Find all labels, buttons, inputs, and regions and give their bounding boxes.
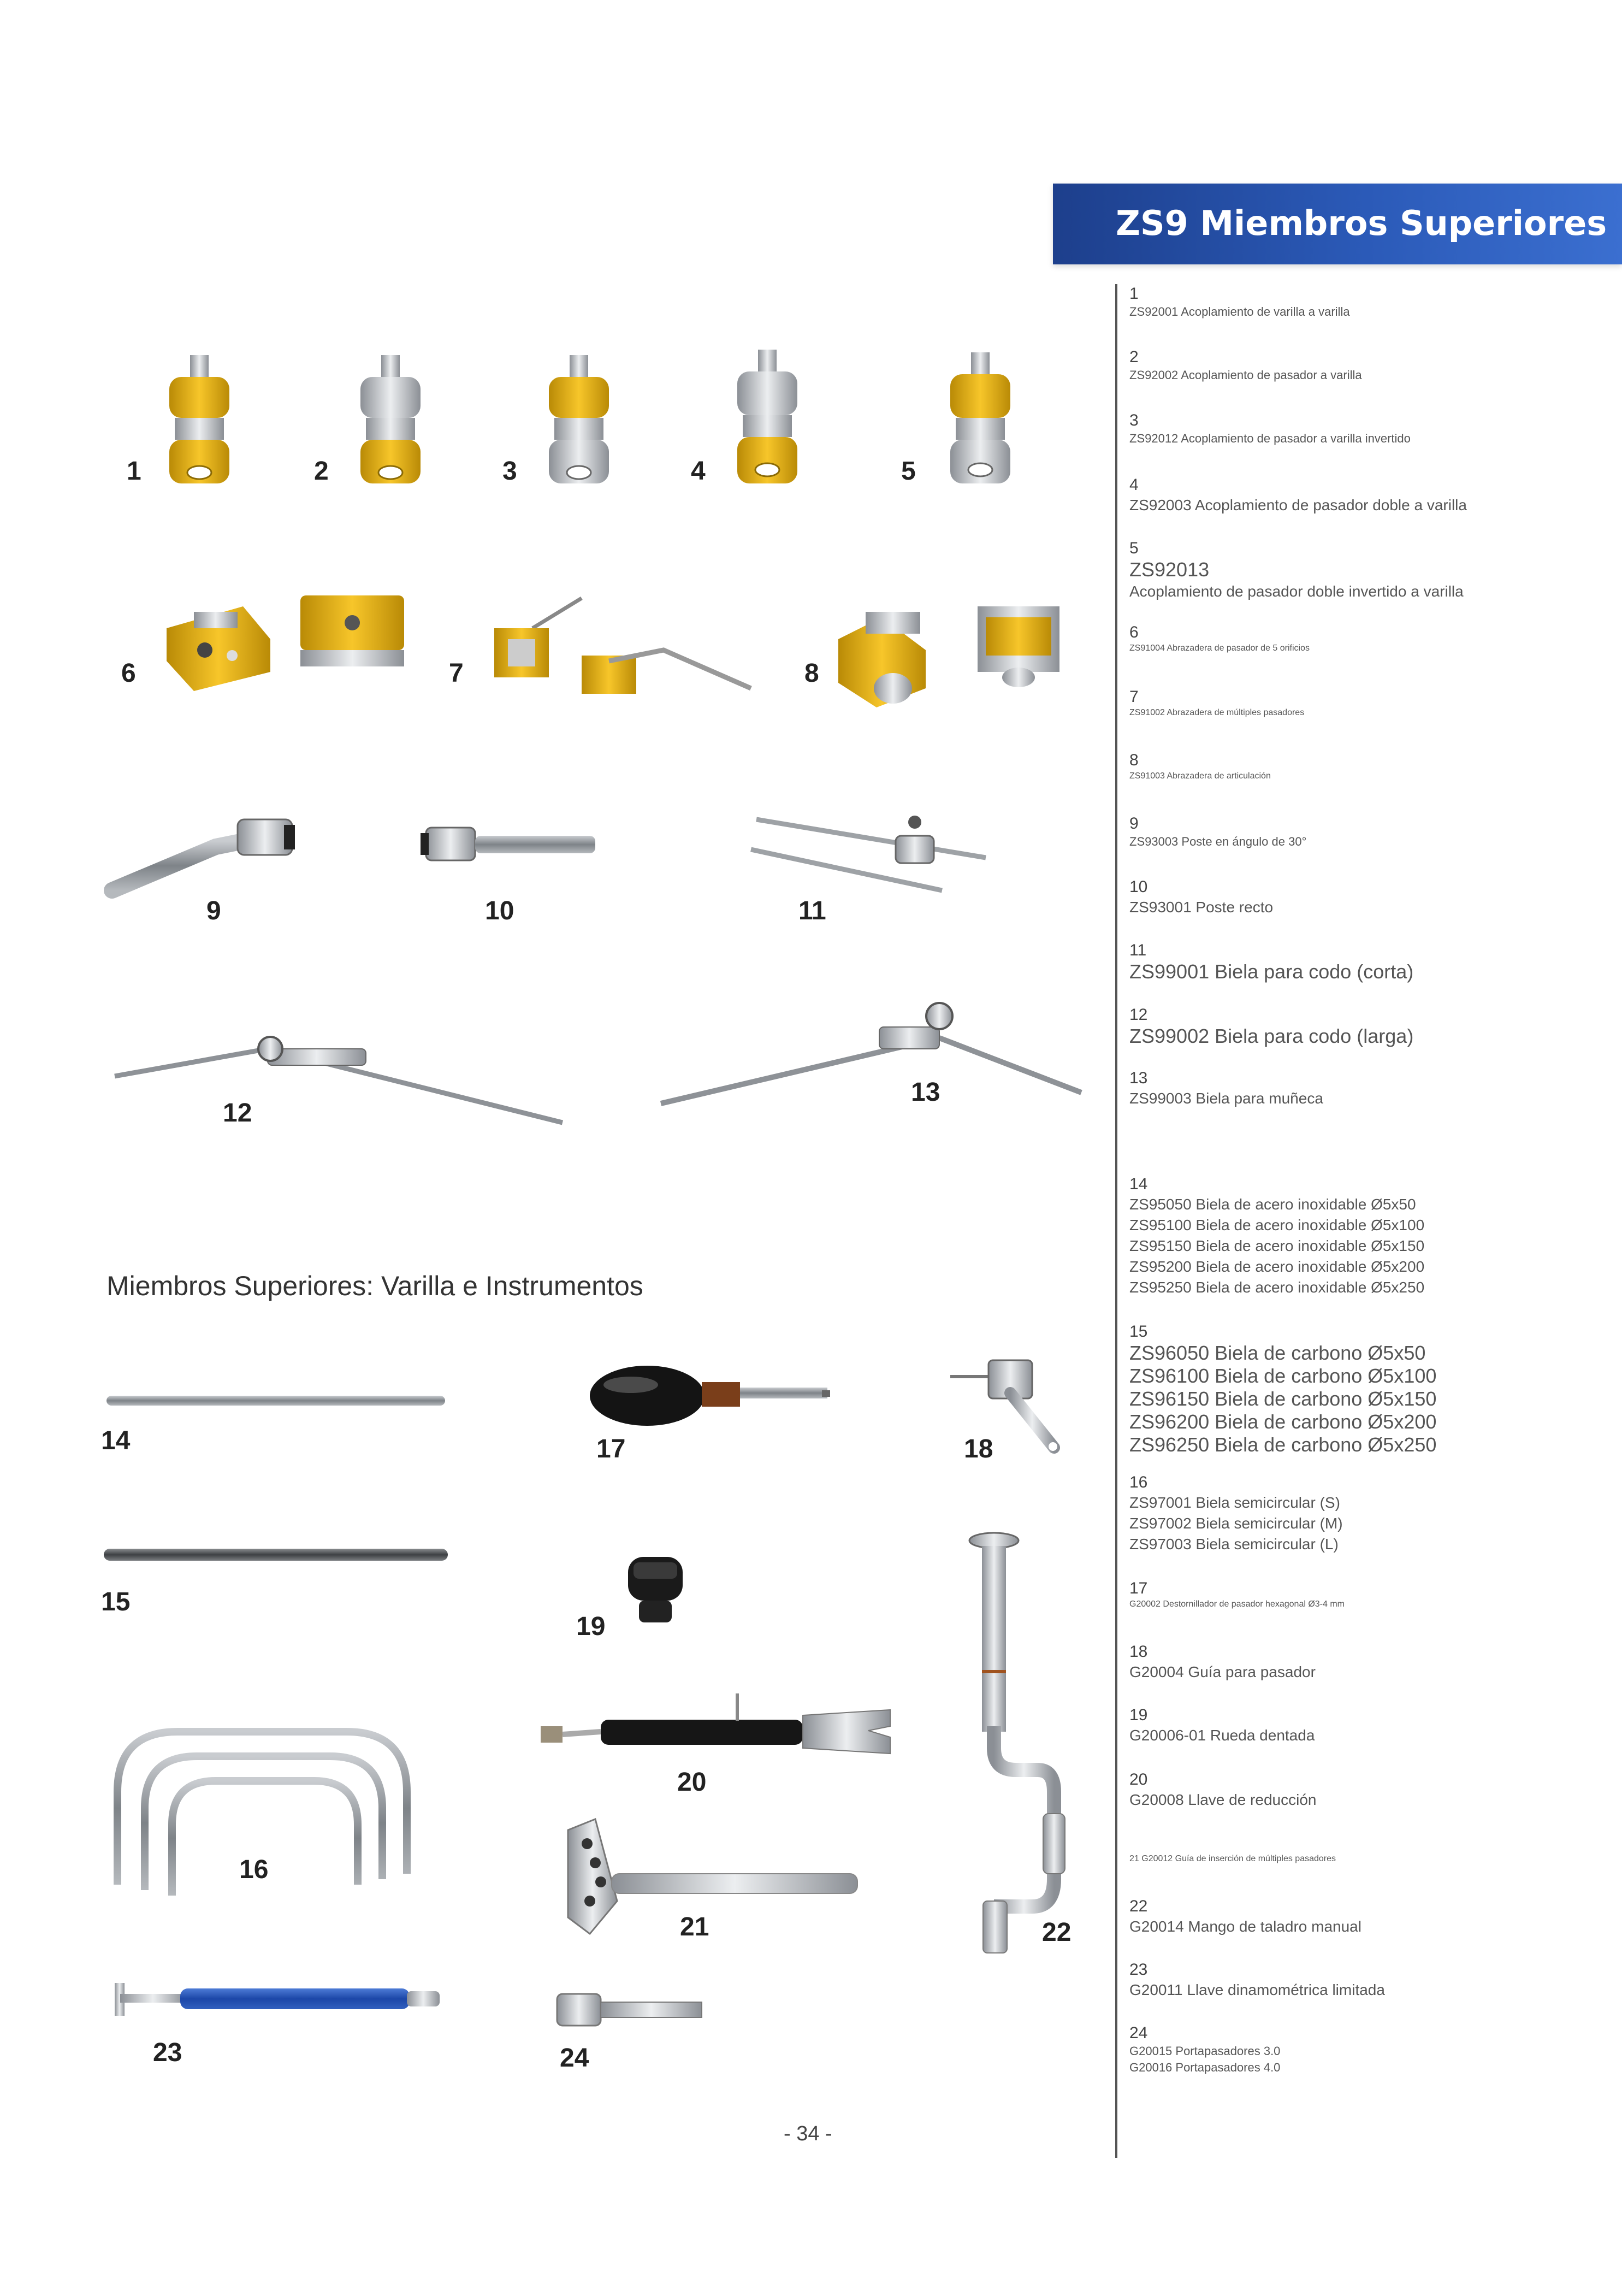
item-description: ZS96200 Biela de carbono Ø5x200 — [1129, 1410, 1437, 1433]
list-item — [1129, 1322, 1610, 1456]
item-number: 7 — [1129, 688, 1139, 706]
item-number: 22 — [1129, 1897, 1148, 1915]
item-description: ZS95150 Biela de acero inoxidable Ø5x150 — [1129, 1237, 1425, 1254]
list-item — [1129, 411, 1610, 447]
item-description: ZS95100 Biela de acero inoxidable Ø5x100 — [1129, 1217, 1425, 1233]
list-item — [1129, 751, 1610, 782]
pin-clamp-5-holes-image — [161, 590, 412, 699]
item-number: 6 — [1129, 623, 1139, 641]
figure-label: 17 — [596, 1435, 626, 1463]
page-title: ZS9 Miembros Superiores — [1116, 203, 1607, 243]
item-description: ZS95050 Biela de acero inoxidable Ø5x50 — [1129, 1196, 1416, 1213]
figure-label: 20 — [677, 1768, 707, 1797]
figure-label: 3 — [502, 457, 517, 486]
figure-label: 18 — [964, 1435, 993, 1463]
item-description: ZS96150 Biela de carbono Ø5x150 — [1129, 1388, 1437, 1410]
item-description: ZS97003 Biela semicircular (L) — [1129, 1536, 1339, 1553]
figure-label: 10 — [485, 896, 514, 925]
item-number: 15 — [1129, 1323, 1148, 1341]
list-item — [1129, 1960, 1610, 2000]
item-description: G20011 Llave dinamométrica limitada — [1129, 1981, 1385, 1998]
pin-holder-image — [554, 1988, 707, 2032]
section-title: Miembros Superiores: Varilla e Instrumentos — [106, 1271, 643, 1301]
coupling-double-pin-to-rod-image — [726, 350, 808, 497]
list-item — [1129, 1705, 1610, 1746]
figure-label: 19 — [576, 1612, 606, 1641]
hand-drill-handle-image — [961, 1530, 1070, 1956]
item-description: ZS99001 Biela para codo (corta) — [1129, 960, 1414, 983]
list-item — [1129, 1579, 1610, 1610]
item-number: 3 — [1129, 411, 1139, 429]
item-number: 19 — [1129, 1706, 1148, 1724]
straight-post-image — [421, 819, 601, 869]
item-description: G20008 Llave de reducción — [1129, 1791, 1317, 1808]
header-banner — [1053, 184, 1622, 264]
list-item — [1129, 1642, 1610, 1683]
item-description: G20015 Portapasadores 3.0 — [1129, 2044, 1281, 2058]
coupling-pin-to-rod-image — [350, 355, 431, 497]
item-description: ZS93001 Poste recto — [1129, 899, 1274, 916]
item-number: 13 — [1129, 1069, 1148, 1087]
elbow-rod-short-image — [745, 814, 991, 896]
figure-label: 9 — [206, 896, 221, 925]
item-description: ZS96100 Biela de carbono Ø5x100 — [1129, 1365, 1437, 1387]
item-number: 12 — [1129, 1006, 1148, 1024]
list-item — [1129, 284, 1610, 320]
gear-wheel-image — [623, 1551, 688, 1628]
item-number: 20 — [1129, 1770, 1148, 1789]
item-description: G20004 Guía para pasador — [1129, 1663, 1316, 1680]
item-description: ZS91004 Abrazadera de pasador de 5 orificios — [1129, 644, 1310, 653]
item-number: 14 — [1129, 1175, 1148, 1193]
list-item — [1129, 1853, 1610, 1865]
figure-label: 24 — [560, 2044, 589, 2073]
item-number: 4 — [1129, 476, 1139, 494]
item-description: G20014 Mango de taladro manual — [1129, 1918, 1361, 1935]
figure-label: 14 — [101, 1426, 131, 1455]
item-number: 18 — [1129, 1643, 1148, 1661]
multi-pin-clamp-image — [483, 595, 762, 705]
figure-label: 8 — [804, 659, 819, 688]
list-item — [1129, 1174, 1610, 1298]
item-number: 11 — [1129, 941, 1147, 959]
hex-screwdriver-image — [587, 1360, 833, 1431]
item-description: ZS91003 Abrazadera de articulación — [1129, 771, 1271, 781]
figure-label: 11 — [798, 896, 826, 925]
stainless-rod-image — [106, 1393, 448, 1409]
figure-label: 16 — [239, 1855, 269, 1884]
figure-label: 4 — [691, 457, 706, 486]
item-number: 5 — [1129, 539, 1139, 557]
figure-label: 23 — [153, 2038, 182, 2067]
item-description: ZS97001 Biela semicircular (S) — [1129, 1494, 1340, 1511]
item-description: ZS92003 Acoplamiento de pasador doble a varilla — [1129, 497, 1467, 513]
item-description: G20006-01 Rueda dentada — [1129, 1727, 1315, 1744]
wrist-rod-image — [655, 1000, 1092, 1109]
item-number: 8 — [1129, 751, 1139, 769]
list-item — [1129, 1897, 1610, 1937]
item-number: 9 — [1129, 814, 1139, 833]
coupling-double-pin-inverted-image — [939, 352, 1021, 497]
list-item — [1129, 2023, 1610, 2076]
figure-label: 6 — [121, 659, 136, 688]
figure-label: 7 — [449, 659, 464, 688]
item-description: Acoplamiento de pasador doble invertido a varilla — [1129, 583, 1464, 600]
item-number: 17 — [1129, 1579, 1148, 1597]
item-description: G20002 Destornillador de pasador hexagonal Ø3-4 mm — [1129, 1599, 1345, 1609]
item-description: ZS91002 Abrazadera de múltiples pasadores — [1129, 708, 1305, 717]
list-item — [1129, 539, 1610, 602]
pin-guide-image — [945, 1355, 1065, 1459]
item-code: ZS92013 — [1129, 558, 1210, 581]
angled-post-30-image — [106, 814, 303, 901]
elbow-rod-long-image — [109, 1032, 568, 1131]
item-number: 23 — [1129, 1961, 1148, 1979]
carbon-rod-image — [104, 1546, 451, 1565]
item-description: ZS92002 Acoplamiento de pasador a varilla — [1129, 368, 1362, 382]
item-description: 21 G20012 Guía de inserción de múltiples pasadores — [1129, 1854, 1336, 1863]
figure-label: 13 — [911, 1078, 940, 1107]
item-number: 16 — [1129, 1473, 1148, 1491]
torque-limiting-wrench-image — [109, 1980, 448, 2024]
list-item — [1129, 347, 1610, 383]
item-number: 24 — [1129, 2024, 1148, 2042]
figure-label: 5 — [901, 457, 916, 486]
figure-label: 12 — [223, 1099, 252, 1128]
list-item — [1129, 475, 1610, 516]
item-description: ZS99002 Biela para codo (larga) — [1129, 1025, 1414, 1047]
reduction-wrench-image — [541, 1688, 896, 1759]
item-description: G20016 Portapasadores 4.0 — [1129, 2061, 1281, 2074]
list-item — [1129, 1069, 1610, 1109]
list-item — [1129, 623, 1610, 654]
item-description: ZS96050 Biela de carbono Ø5x50 — [1129, 1342, 1426, 1364]
item-number: 10 — [1129, 878, 1148, 896]
list-item — [1129, 877, 1610, 918]
item-description: ZS99003 Biela para muñeca — [1129, 1090, 1323, 1107]
figure-label: 15 — [101, 1587, 131, 1616]
figure-label: 2 — [314, 457, 329, 486]
item-description: ZS92001 Acoplamiento de varilla a varilla — [1129, 305, 1350, 318]
item-number: 2 — [1129, 348, 1139, 366]
list-item — [1129, 1473, 1610, 1555]
vertical-divider — [1115, 284, 1117, 2158]
coupling-pin-to-rod-inverted-image — [538, 355, 620, 497]
item-description: ZS96250 Biela de carbono Ø5x250 — [1129, 1433, 1437, 1456]
coupling-rod-to-rod-image — [158, 355, 240, 497]
list-item — [1129, 687, 1610, 719]
multi-pin-insertion-guide-image — [557, 1819, 863, 1945]
list-item — [1129, 814, 1610, 850]
item-description: ZS92012 Acoplamiento de pasador a varilla invertido — [1129, 432, 1411, 445]
figure-label: 21 — [680, 1913, 709, 1941]
articulation-clamp-image — [833, 595, 1073, 710]
page-number: - 34 - — [784, 2122, 832, 2145]
item-description: ZS93003 Poste en ángulo de 30° — [1129, 835, 1307, 848]
figure-label: 1 — [127, 457, 141, 486]
item-description: ZS95250 Biela de acero inoxidable Ø5x250 — [1129, 1279, 1425, 1296]
item-description: ZS95200 Biela de acero inoxidable Ø5x200 — [1129, 1258, 1425, 1275]
figure-label: 22 — [1042, 1918, 1072, 1947]
list-item — [1129, 1005, 1610, 1048]
list-item — [1129, 941, 1610, 983]
list-item — [1129, 1770, 1610, 1810]
item-number: 1 — [1129, 285, 1139, 303]
item-description: ZS97002 Biela semicircular (M) — [1129, 1515, 1343, 1532]
